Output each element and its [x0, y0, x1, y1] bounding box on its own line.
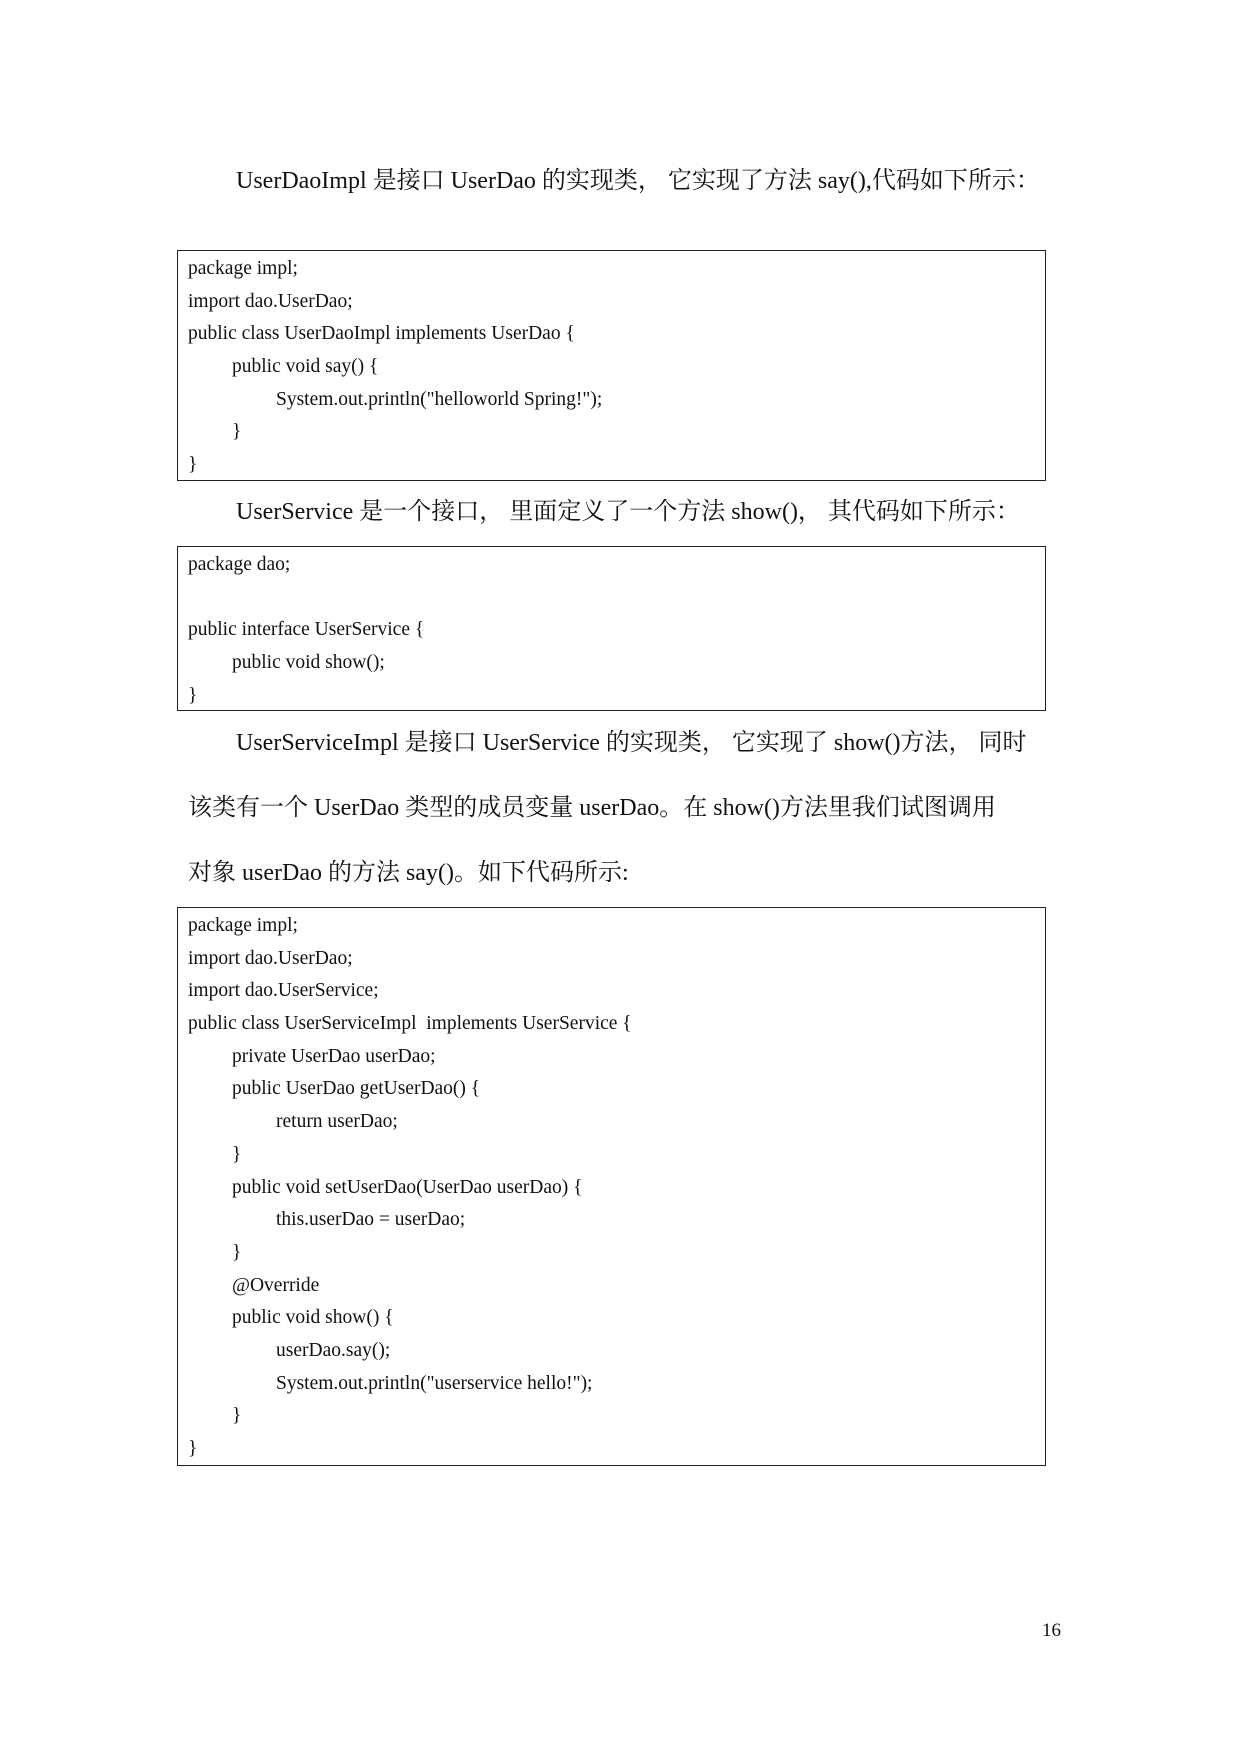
- code-line: package dao;: [188, 554, 291, 575]
- code-block-userdaoimpl: [177, 250, 1046, 481]
- code-line: public void show();: [232, 652, 385, 674]
- code-block-userservice: [177, 546, 1046, 711]
- code-line: }: [232, 1241, 242, 1263]
- code-line: return userDao;: [276, 1111, 398, 1133]
- code-line: public void say() {: [232, 356, 379, 378]
- code-line: [188, 582, 1045, 615]
- code-line: public class UserDaoImpl implements UserDao {: [188, 323, 575, 345]
- code-line: private UserDao userDao;: [232, 1045, 436, 1067]
- code-block-userserviceimpl: [177, 907, 1046, 1466]
- code-line: @Override: [232, 1274, 320, 1296]
- code-line: public interface UserService {: [188, 619, 425, 641]
- page-number: 16: [1042, 1620, 1061, 1641]
- intro-paragraph-userserviceimpl-line2: 该类有一个 UserDao 类型的成员变量 userDao。在 show()方法里我们试图调用: [188, 795, 996, 821]
- code-line: }: [188, 1438, 198, 1459]
- code-line: package impl;: [188, 258, 298, 279]
- code-line: public void show() {: [232, 1307, 394, 1329]
- code-line: package impl;: [188, 915, 298, 936]
- code-line: import dao.UserService;: [188, 980, 379, 1002]
- code-line: import dao.UserDao;: [188, 290, 353, 312]
- intro-paragraph-userserviceimpl-line3: 对象 userDao 的方法 say()。如下代码所示:: [188, 860, 629, 886]
- code-line: public class UserServiceImpl implements UserService {: [188, 1013, 632, 1035]
- code-line: }: [188, 454, 198, 476]
- code-line: System.out.println("helloworld Spring!");: [276, 388, 603, 410]
- code-line: }: [188, 684, 198, 706]
- code-line: }: [232, 421, 242, 443]
- code-line: import dao.UserDao;: [188, 947, 353, 969]
- code-line: this.userDao = userDao;: [276, 1209, 466, 1231]
- intro-paragraph-userdaoimpl: UserDaoImpl 是接口 UserDao 的实现类， 它实现了方法 say(),代码如下所示：: [236, 168, 1040, 194]
- intro-paragraph-userservice: UserService 是一个接口， 里面定义了一个方法 show()， 其代码如下所示：: [236, 499, 1020, 525]
- code-line: }: [232, 1405, 242, 1427]
- code-line: public UserDao getUserDao() {: [232, 1078, 481, 1100]
- code-line: System.out.println("userservice hello!");: [276, 1372, 593, 1394]
- code-line: public void setUserDao(UserDao userDao) {: [232, 1176, 583, 1198]
- intro-paragraph-userserviceimpl-line1: UserServiceImpl 是接口 UserService 的实现类， 它实现了 show()方法， 同时: [236, 730, 1027, 756]
- code-line: }: [232, 1143, 242, 1165]
- code-line: userDao.say();: [276, 1339, 391, 1361]
